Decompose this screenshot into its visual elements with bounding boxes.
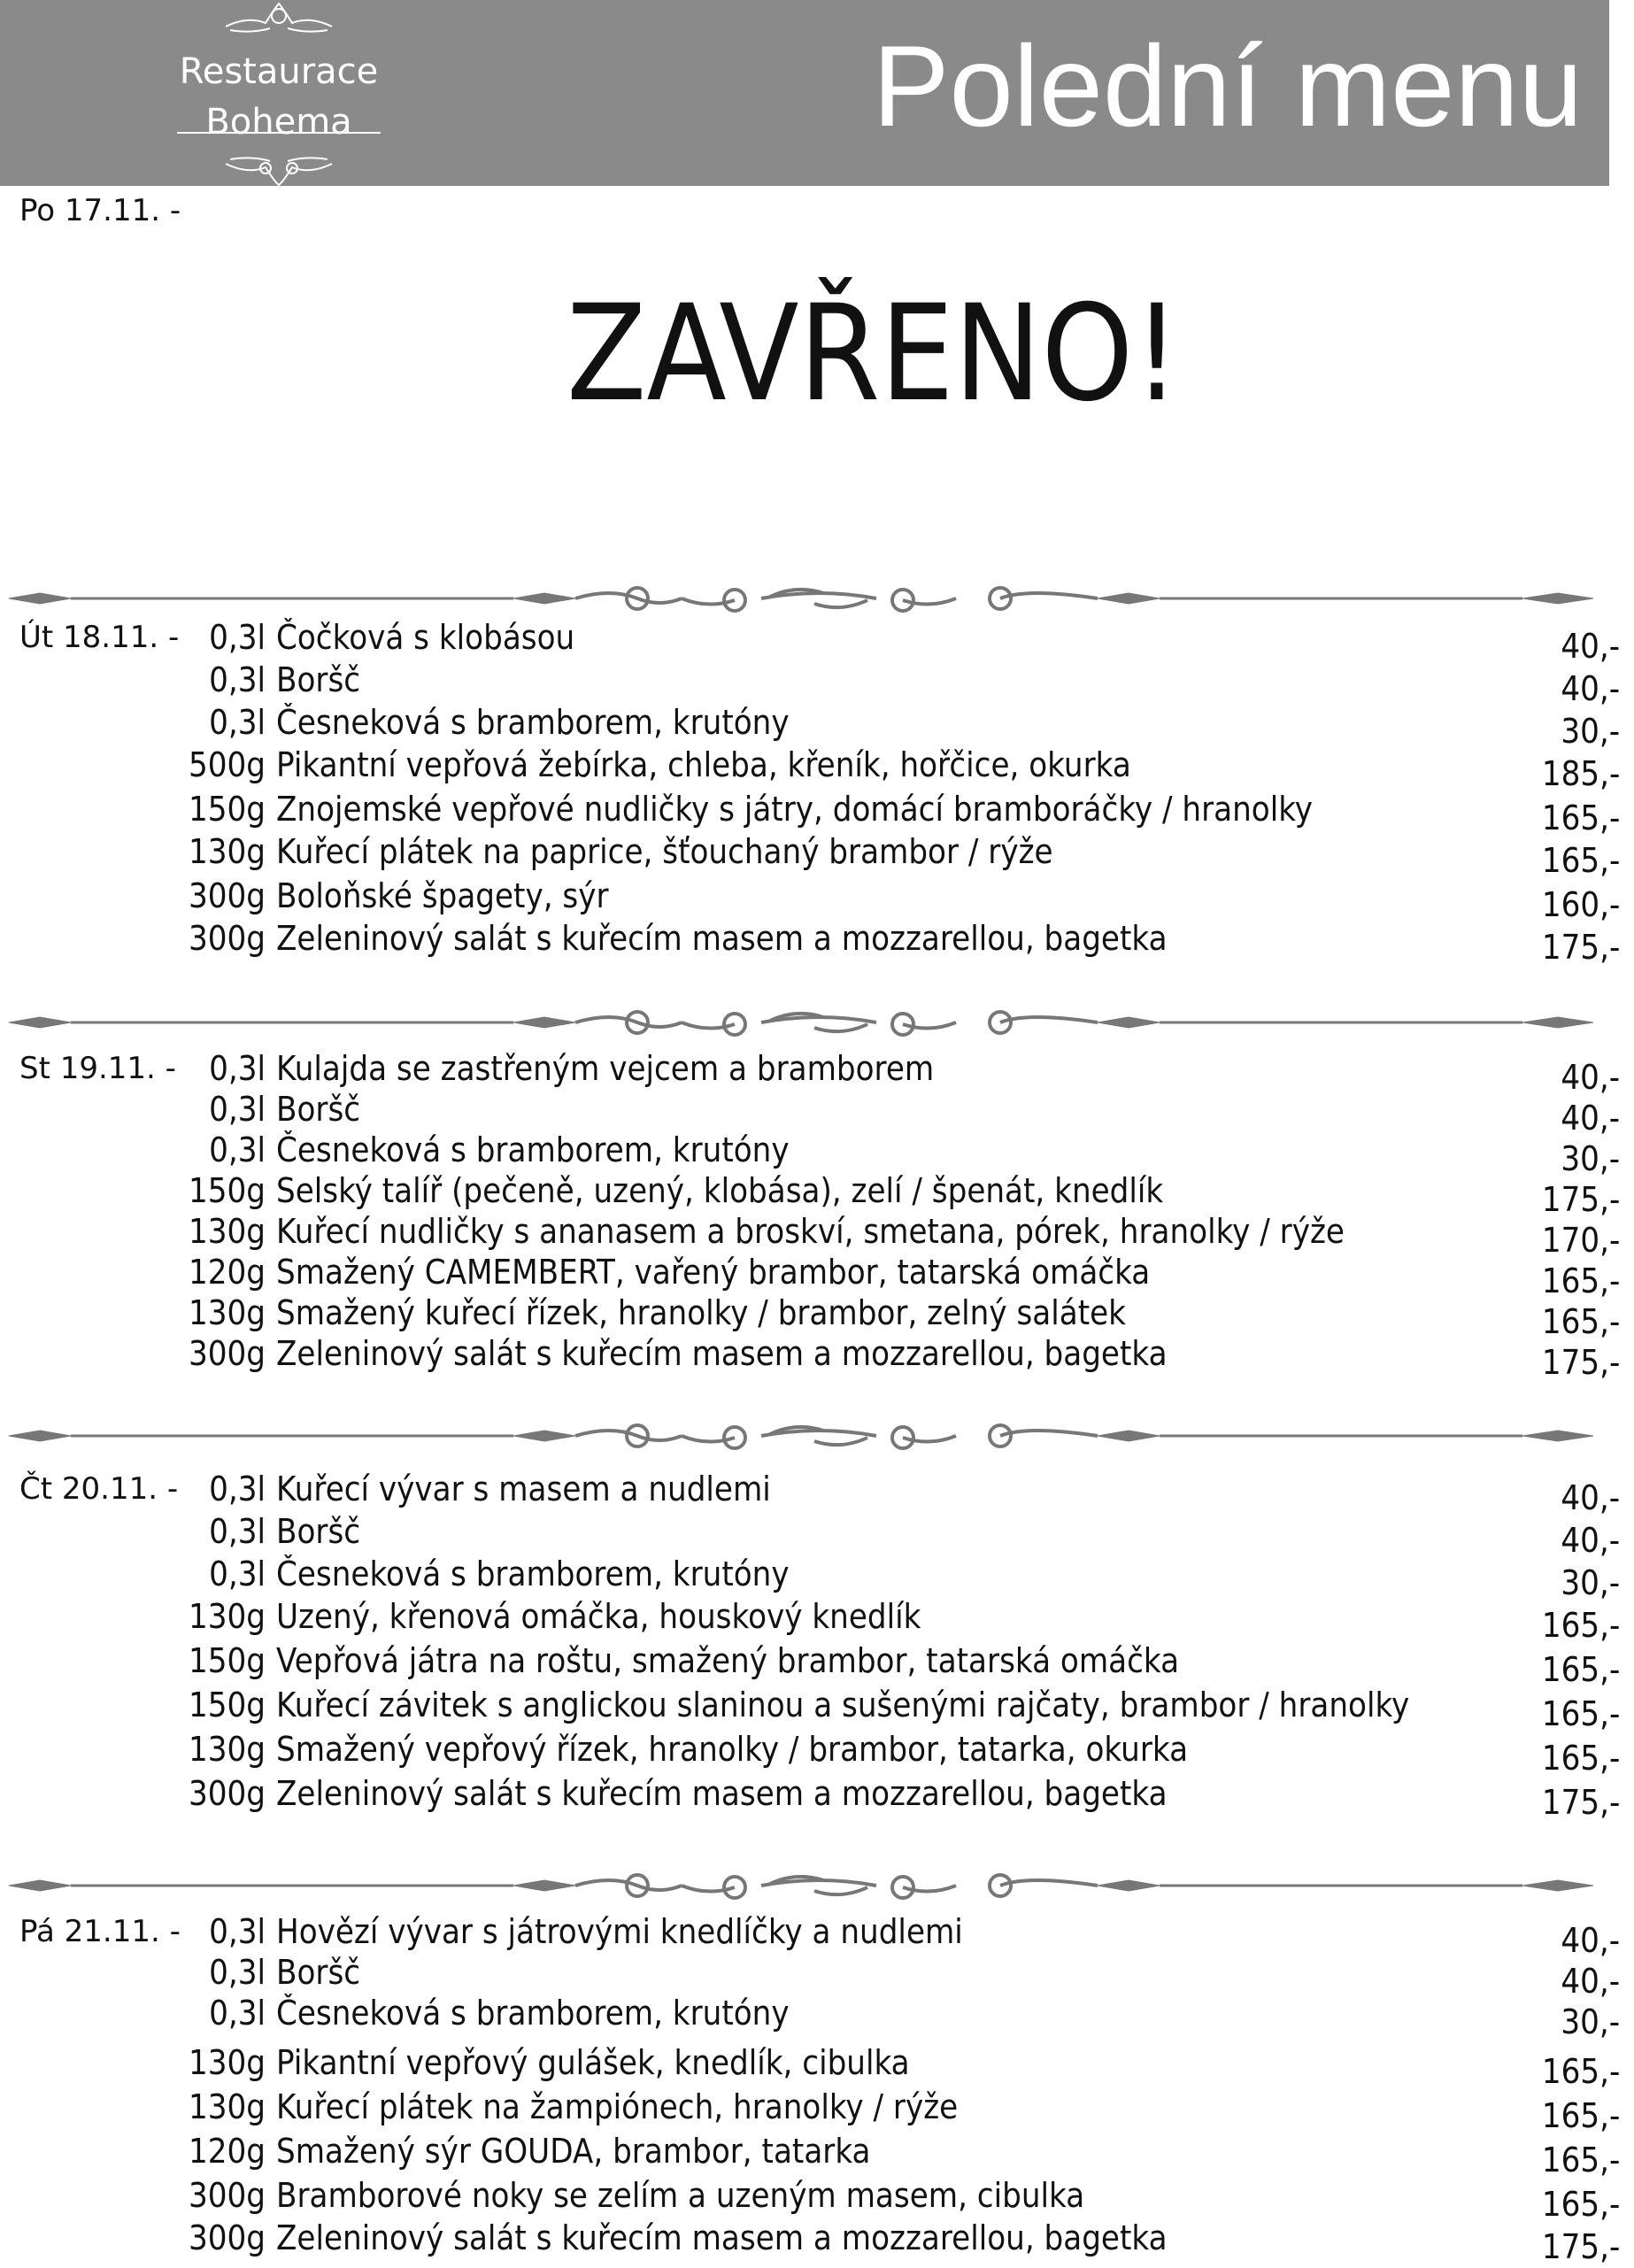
day-label-monday: Po 17.11. - bbox=[19, 193, 181, 228]
menu-item bbox=[177, 2130, 1629, 2179]
item-quantity: 300g bbox=[189, 1774, 266, 1813]
item-quantity: 300g bbox=[189, 1334, 266, 1373]
item-dish: Kuřecí závitek s anglickou slaninou a sušenými rajčaty, brambor / hranolky bbox=[276, 1686, 1410, 1724]
item-quantity: 150g bbox=[189, 1641, 266, 1680]
item-price: 165,- bbox=[1541, 1739, 1620, 1778]
item-quantity: 130g bbox=[189, 1730, 266, 1769]
divider-ornament-icon bbox=[0, 1418, 1634, 1454]
item-dish: Česneková s bramborem, krutóny bbox=[276, 1994, 790, 2033]
item-price: 40,- bbox=[1561, 1521, 1620, 1560]
menu-item bbox=[177, 2174, 1629, 2224]
menu-item bbox=[177, 616, 1629, 666]
item-price: 160,- bbox=[1541, 885, 1620, 924]
divider-ornament-icon bbox=[0, 581, 1634, 616]
menu-item bbox=[177, 1510, 1629, 1560]
section-divider bbox=[0, 1005, 1634, 1040]
menu-item bbox=[177, 1292, 1629, 1341]
closed-notice: ZAVŘENO! bbox=[567, 277, 1181, 431]
item-dish: Boršč bbox=[276, 1090, 361, 1129]
menu-item bbox=[177, 1210, 1629, 1260]
menu-item bbox=[177, 830, 1629, 880]
item-quantity: 0,3l bbox=[209, 1912, 266, 1951]
item-quantity: 130g bbox=[189, 1293, 266, 1332]
item-quantity: 150g bbox=[189, 1686, 266, 1724]
item-quantity: 0,3l bbox=[209, 1470, 266, 1508]
item-quantity: 0,3l bbox=[209, 703, 266, 742]
item-price: 165,- bbox=[1541, 2185, 1620, 2224]
item-quantity: 0,3l bbox=[209, 1994, 266, 2033]
item-dish: Hovězí vývar s játrovými knedlíčky a nudlemi bbox=[276, 1912, 963, 1951]
item-quantity: 120g bbox=[189, 1253, 266, 1292]
item-price: 40,- bbox=[1561, 1099, 1620, 1138]
item-price: 165,- bbox=[1541, 798, 1620, 837]
item-quantity: 0,3l bbox=[209, 1953, 266, 1992]
item-dish: Zeleninový salát s kuřecím masem a mozzarellou, bagetka bbox=[276, 1774, 1168, 1813]
menu-item bbox=[177, 1951, 1629, 2001]
item-dish: Smažený kuřecí řízek, hranolky / brambor, zelný salátek bbox=[276, 1293, 1126, 1332]
item-price: 175,- bbox=[1541, 1180, 1620, 1219]
menu-item bbox=[177, 1332, 1629, 1382]
item-price: 175,- bbox=[1541, 1783, 1620, 1822]
menu-item bbox=[177, 744, 1629, 793]
item-quantity: 150g bbox=[189, 1171, 266, 1210]
item-price: 40,- bbox=[1561, 627, 1620, 666]
day-label: Čt 20.11. - bbox=[19, 1471, 179, 1507]
menu-item bbox=[177, 1129, 1629, 1178]
item-price: 40,- bbox=[1561, 1058, 1620, 1097]
logo-line-bohema: Bohema bbox=[205, 102, 352, 143]
item-dish: Vepřová játra na roštu, smažený brambor, tatarská omáčka bbox=[276, 1641, 1180, 1680]
section-divider bbox=[0, 581, 1634, 616]
logo-line-restaurace: Restaurace bbox=[179, 51, 379, 92]
menu-item bbox=[177, 1684, 1629, 1733]
menu-item bbox=[177, 1088, 1629, 1138]
item-dish: Kuřecí nudličky s ananasem a broskví, smetana, pórek, hranolky / rýže bbox=[276, 1212, 1345, 1251]
item-dish: Boršč bbox=[276, 660, 361, 699]
item-price: 30,- bbox=[1561, 2002, 1620, 2041]
item-dish: Bramborové noky se zelím a uzeným masem, cibulka bbox=[276, 2176, 1085, 2215]
menu-item bbox=[177, 2041, 1629, 2091]
divider-ornament-icon bbox=[0, 1005, 1634, 1040]
menu-item bbox=[177, 1595, 1629, 1645]
menu-item bbox=[177, 1169, 1629, 1219]
item-price: 175,- bbox=[1541, 928, 1620, 967]
menu-item bbox=[177, 1728, 1629, 1778]
item-quantity: 130g bbox=[189, 1597, 266, 1636]
item-price: 30,- bbox=[1561, 712, 1620, 751]
menu-item bbox=[177, 1772, 1629, 1822]
item-price: 175,- bbox=[1541, 2227, 1620, 2266]
menu-item bbox=[177, 2086, 1629, 2135]
item-quantity: 0,3l bbox=[209, 1090, 266, 1129]
divider-ornament-icon bbox=[0, 1868, 1634, 1903]
item-price: 185,- bbox=[1541, 754, 1620, 793]
item-dish: Zeleninový salát s kuřecím masem a mozzarellou, bagetka bbox=[276, 919, 1168, 958]
item-price: 40,- bbox=[1561, 1478, 1620, 1517]
item-dish: Zeleninový salát s kuřecím masem a mozzarellou, bagetka bbox=[276, 2218, 1168, 2257]
menu-item bbox=[177, 875, 1629, 924]
menu-item bbox=[177, 2217, 1629, 2266]
item-price: 175,- bbox=[1541, 1343, 1620, 1382]
day-label: St 19.11. - bbox=[19, 1051, 176, 1086]
item-quantity: 0,3l bbox=[209, 660, 266, 699]
item-quantity: 130g bbox=[189, 2087, 266, 2126]
menu-item bbox=[177, 788, 1629, 837]
section-divider bbox=[0, 1868, 1634, 1903]
item-dish: Čočková s klobásou bbox=[276, 618, 575, 657]
item-dish: Česneková s bramborem, krutóny bbox=[276, 1554, 790, 1593]
item-dish: Znojemské vepřové nudličky s játry, domácí bramboráčky / hranolky bbox=[276, 790, 1314, 829]
item-price: 165,- bbox=[1541, 1650, 1620, 1689]
day-label: Út 18.11. - bbox=[19, 620, 180, 655]
item-quantity: 500g bbox=[189, 745, 266, 784]
item-dish: Pikantní vepřová žebírka, chleba, křeník, hořčice, okurka bbox=[276, 745, 1131, 784]
item-dish: Zeleninový salát s kuřecím masem a mozzarellou, bagetka bbox=[276, 1334, 1168, 1373]
item-quantity: 130g bbox=[189, 2043, 266, 2082]
item-price: 165,- bbox=[1541, 1302, 1620, 1341]
item-quantity: 300g bbox=[189, 919, 266, 958]
item-quantity: 130g bbox=[189, 1212, 266, 1251]
menu-item bbox=[177, 1553, 1629, 1602]
item-dish: Selský talíř (pečeně, uzený, klobása), zelí / špenát, knedlík bbox=[276, 1171, 1164, 1210]
item-price: 30,- bbox=[1561, 1139, 1620, 1178]
item-price: 165,- bbox=[1541, 2096, 1620, 2135]
item-dish: Smažený CAMEMBERT, vařený brambor, tatarská omáčka bbox=[276, 1253, 1151, 1292]
menu-item bbox=[177, 701, 1629, 751]
item-price: 165,- bbox=[1541, 1606, 1620, 1645]
restaurant-logo bbox=[142, 0, 416, 186]
item-dish: Kuřecí plátek na žampiónech, hranolky / rýže bbox=[276, 2087, 959, 2126]
item-quantity: 0,3l bbox=[209, 1554, 266, 1593]
menu-item bbox=[177, 1251, 1629, 1300]
item-dish: Kulajda se zastřeným vejcem a bramborem bbox=[276, 1049, 935, 1088]
day-label: Pá 21.11. - bbox=[19, 1914, 181, 1949]
item-quantity: 0,3l bbox=[209, 1512, 266, 1551]
menu-item bbox=[177, 917, 1629, 967]
menu-item bbox=[177, 1992, 1629, 2041]
item-dish: Boršč bbox=[276, 1512, 361, 1551]
item-dish: Kuřecí plátek na paprice, šťouchaný brambor / rýže bbox=[276, 832, 1053, 871]
item-dish: Smažený sýr GOUDA, brambor, tatarka bbox=[276, 2132, 871, 2171]
section-divider bbox=[0, 1418, 1634, 1454]
item-price: 30,- bbox=[1561, 1563, 1620, 1602]
item-quantity: 130g bbox=[189, 832, 266, 871]
item-price: 40,- bbox=[1561, 669, 1620, 708]
item-price: 170,- bbox=[1541, 1221, 1620, 1260]
item-price: 40,- bbox=[1561, 1921, 1620, 1960]
item-dish: Smažený vepřový řízek, hranolky / brambor, tatarka, okurka bbox=[276, 1730, 1189, 1769]
item-dish: Česneková s bramborem, krutóny bbox=[276, 703, 790, 742]
item-quantity: 0,3l bbox=[209, 618, 266, 657]
item-price: 40,- bbox=[1561, 1962, 1620, 2001]
menu-item bbox=[177, 1047, 1629, 1097]
item-dish: Boloňské špagety, sýr bbox=[276, 876, 609, 915]
item-quantity: 0,3l bbox=[209, 1049, 266, 1088]
item-dish: Česneková s bramborem, krutóny bbox=[276, 1130, 790, 1169]
item-price: 165,- bbox=[1541, 2141, 1620, 2179]
item-quantity: 300g bbox=[189, 2176, 266, 2215]
logo-ornament-icon bbox=[142, 0, 416, 186]
item-price: 165,- bbox=[1541, 2052, 1620, 2091]
item-price: 165,- bbox=[1541, 1261, 1620, 1300]
item-quantity: 0,3l bbox=[209, 1130, 266, 1169]
header-banner bbox=[0, 0, 1609, 186]
menu-item bbox=[177, 1910, 1629, 1960]
menu-item bbox=[177, 1468, 1629, 1517]
item-dish: Boršč bbox=[276, 1953, 361, 1992]
item-price: 165,- bbox=[1541, 841, 1620, 880]
menu-item bbox=[177, 659, 1629, 708]
item-price: 165,- bbox=[1541, 1694, 1620, 1733]
page-title: Polední menu bbox=[872, 21, 1583, 150]
item-dish: Kuřecí vývar s masem a nudlemi bbox=[276, 1470, 771, 1508]
item-dish: Uzený, křenová omáčka, houskový knedlík bbox=[276, 1597, 921, 1636]
item-quantity: 300g bbox=[189, 2218, 266, 2257]
item-quantity: 150g bbox=[189, 790, 266, 829]
menu-item bbox=[177, 1639, 1629, 1689]
item-quantity: 120g bbox=[189, 2132, 266, 2171]
item-dish: Pikantní vepřový gulášek, knedlík, cibulka bbox=[276, 2043, 910, 2082]
item-quantity: 300g bbox=[189, 876, 266, 915]
